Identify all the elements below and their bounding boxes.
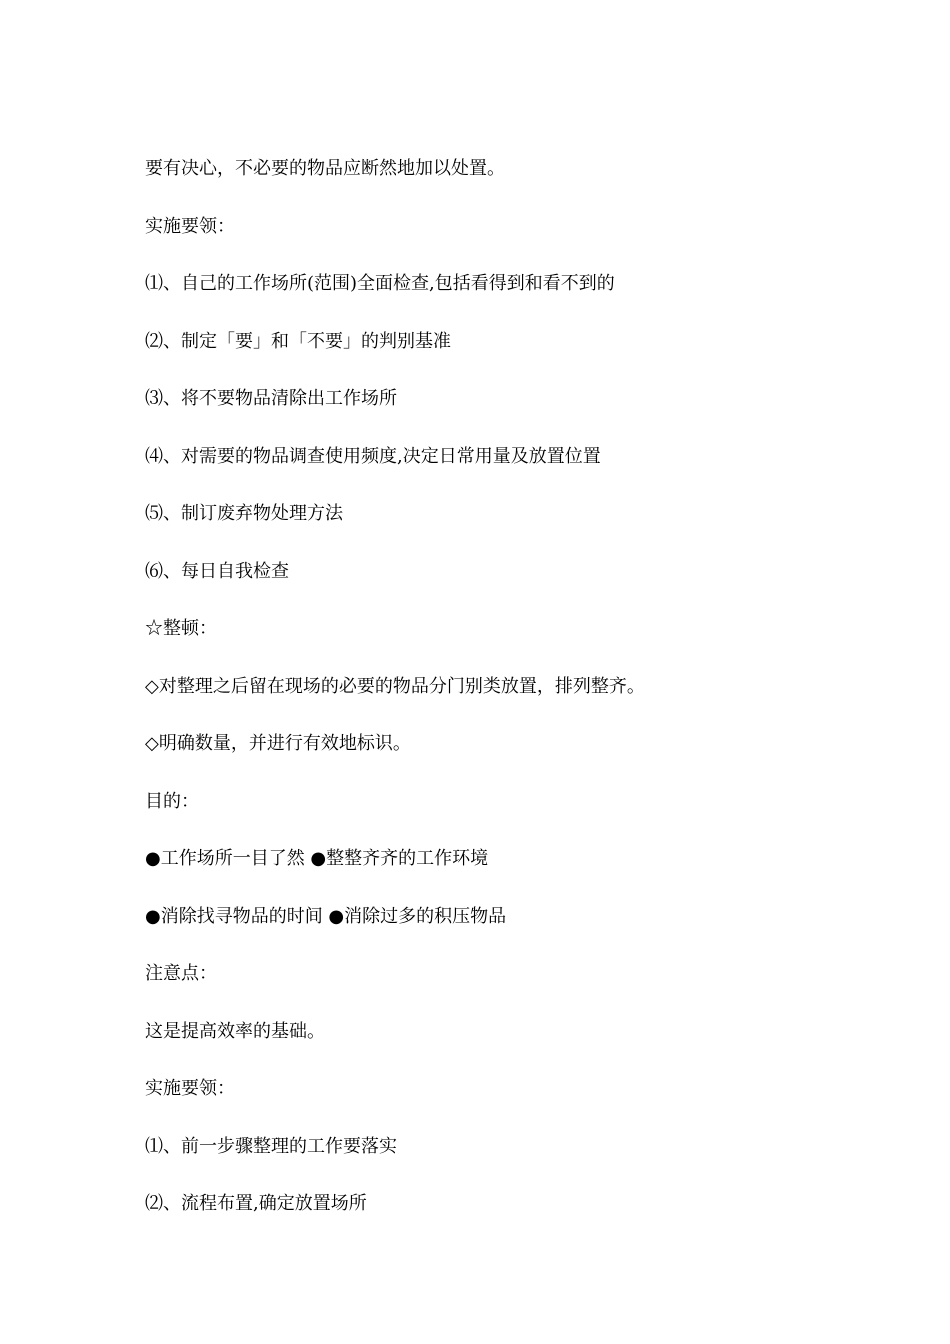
step-2: ⑵、制定「要」和「不要」的判别基准: [145, 330, 451, 352]
bullet-quantity-label: ◇明确数量，并进行有效地标识。: [145, 733, 411, 754]
step-4: ⑷、对需要的物品调查使用频度,决定日常用量及放置位置: [145, 445, 601, 467]
purpose-line-2: ●消除找寻物品的时间 ●消除过多的积压物品: [145, 905, 507, 927]
step-1: ⑴、自己的工作场所(范围)全面检查,包括看得到和看不到的: [145, 273, 615, 294]
purpose-line-1: ●工作场所一目了然 ●整整齐齐的工作环境: [145, 848, 489, 869]
step-3: ⑶、将不要物品清除出工作场所: [145, 388, 397, 409]
heading-purpose: 目的：: [145, 790, 199, 812]
heading-notes: 注意点：: [145, 963, 217, 984]
heading-implementation-1: 实施要领：: [145, 215, 235, 237]
paragraph-decision: 要有决心，不必要的物品应断然地加以处置。: [145, 158, 505, 179]
step-2b: ⑵、流程布置,确定放置场所: [145, 1193, 367, 1214]
paragraph-efficiency: 这是提高效率的基础。: [145, 1020, 325, 1042]
section-heading-seiton: ☆整顿：: [145, 618, 217, 639]
step-1b: ⑴、前一步骤整理的工作要落实: [145, 1135, 397, 1157]
document-body: [145, 154, 845, 1247]
step-6: ⑹、每日自我检查: [145, 560, 289, 582]
bullet-sort-items: ◇对整理之后留在现场的必要的物品分门别类放置，排列整齐。: [145, 675, 645, 697]
step-5: ⑸、制订废弃物处理方法: [145, 503, 343, 524]
heading-implementation-2: 实施要领：: [145, 1078, 235, 1099]
